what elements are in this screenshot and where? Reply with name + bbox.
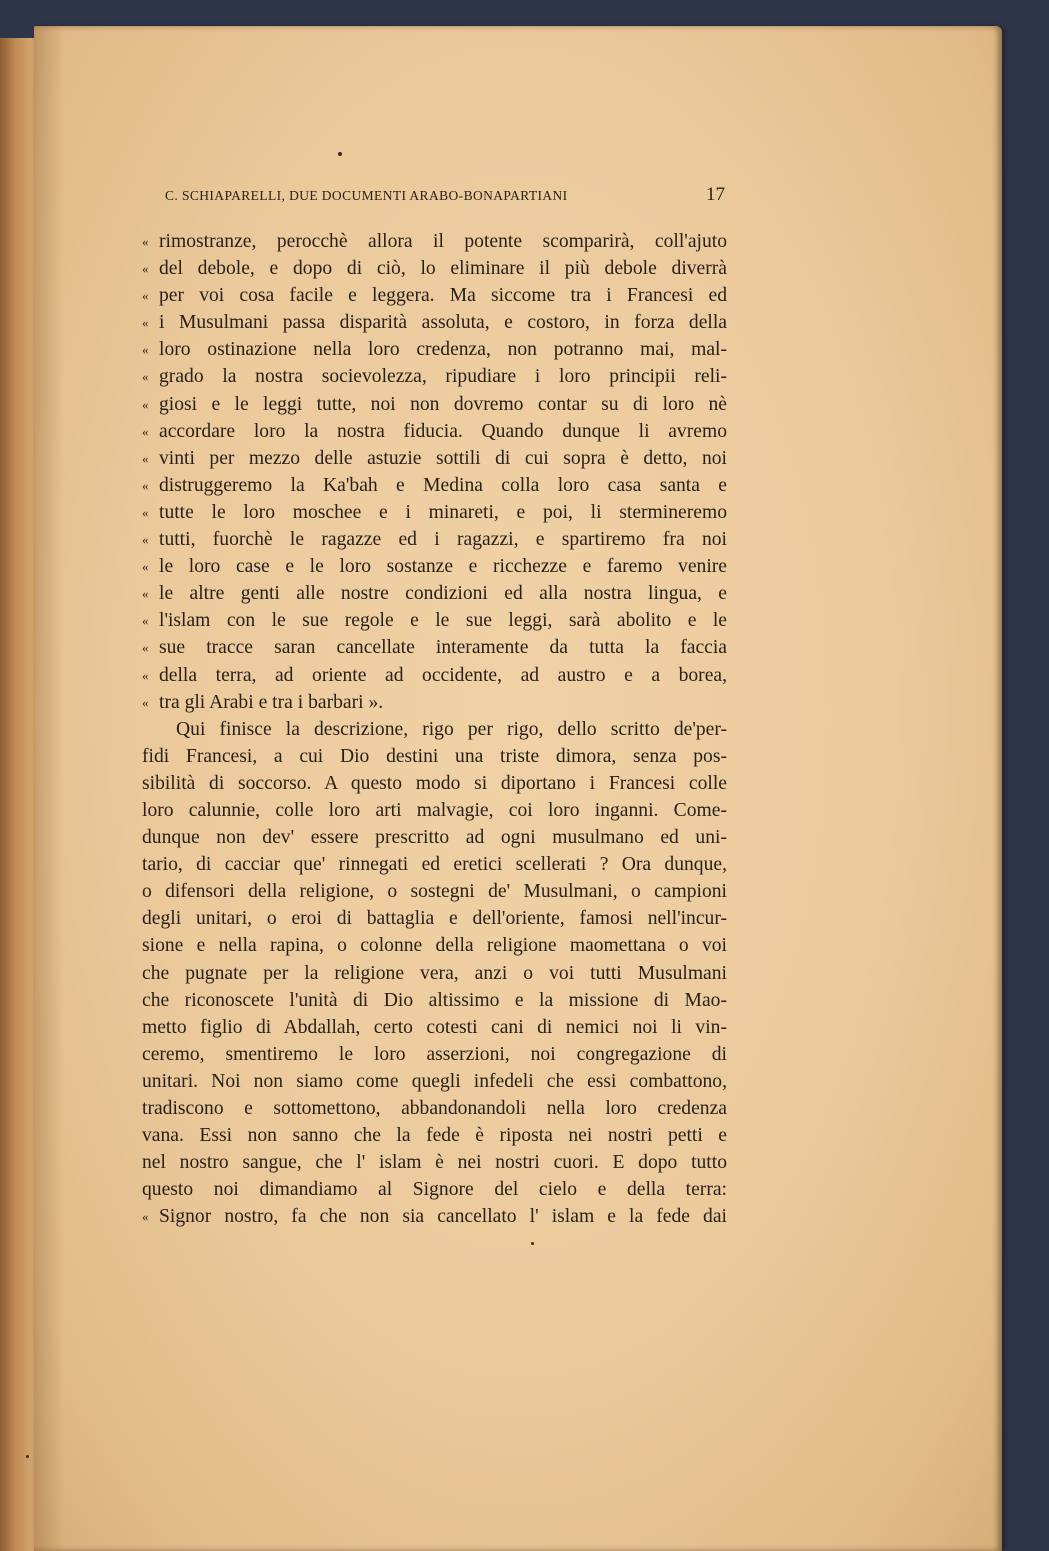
quote-mark: « [142, 315, 149, 331]
quote-mark: « [142, 694, 149, 710]
line-text: Qui finisce la descrizione, rigo per rigo, dello scritto de'per- [176, 718, 727, 740]
line-text: l'islam con le sue regole e le sue leggi, sarà abolito e le [159, 610, 727, 632]
quote-mark: « [142, 342, 149, 358]
text-line [142, 878, 727, 905]
quote-mark: « [142, 396, 149, 412]
quote-mark: « [142, 559, 149, 575]
line-text: sione e nella rapina, o colonne della religione maomettana o voi [142, 935, 727, 957]
text-line [142, 634, 727, 661]
text-line [142, 607, 727, 634]
text-line [142, 282, 727, 309]
text-line [142, 526, 727, 553]
quote-mark: « [142, 1209, 149, 1225]
text-line [142, 1203, 727, 1230]
text-line [142, 824, 727, 851]
line-text: degli unitari, o eroi di battaglia e dell'oriente, famosi nell'incur- [142, 908, 727, 930]
text-line [142, 391, 727, 418]
line-text: Signor nostro, fa che non sia cancellato l' islam e la fede dai [159, 1206, 727, 1228]
line-text: rimostranze, perocchè allora il potente scomparirà, coll'ajuto [159, 231, 727, 252]
line-text: questo noi dimandiamo al Signore del cielo e della terra: [142, 1179, 727, 1201]
text-line [142, 336, 727, 363]
line-text: tutte le loro moschee e i minareti, e poi, li stermineremo [159, 501, 727, 523]
line-text: nel nostro sangue, che l' islam è nei nostri cuori. E dopo tutto [142, 1152, 727, 1174]
line-text: tra gli Arabi e tra i barbari ». [159, 691, 384, 713]
line-text: loro calunnie, colle loro arti malvagie, coi loro inganni. Come- [142, 799, 727, 821]
text-line [142, 418, 727, 445]
body-text [142, 228, 727, 1230]
text-line [142, 851, 727, 878]
text-line [142, 797, 727, 824]
text-line [142, 309, 727, 336]
line-text: fidi Francesi, a cui Dio destini una triste dimora, senza pos- [142, 745, 727, 767]
quote-mark: « [142, 423, 149, 439]
line-text: grado la nostra socievolezza, ripudiare i loro principii reli- [159, 366, 727, 388]
text-line [142, 553, 727, 580]
text-line [142, 987, 727, 1014]
print-speck [531, 1242, 534, 1245]
text-line [142, 662, 727, 689]
line-text: che pugnate per la religione vera, anzi o voi tutti Musulmani [142, 962, 727, 984]
text-line [142, 689, 727, 716]
line-text: sue tracce saran cancellate interamente da tutta la faccia [159, 637, 727, 659]
text-line [142, 716, 727, 743]
quote-mark: « [142, 369, 149, 385]
line-text: unitari. Noi non siamo come quegli infedeli che essi combattono, [142, 1070, 727, 1092]
line-text: accordare loro la nostra fiducia. Quando dunque li avremo [159, 420, 727, 442]
line-text: le altre genti alle nostre condizioni ed alla nostra lingua, e [159, 583, 727, 605]
print-speck [338, 152, 342, 156]
line-text: distruggeremo la Ka'bah e Medina colla loro casa santa e [159, 474, 727, 496]
text-line [142, 905, 727, 932]
line-text: o difensori della religione, o sostegni de' Musulmani, o campioni [142, 881, 727, 903]
quote-mark: « [142, 234, 149, 249]
text-line [142, 499, 727, 526]
line-text: per voi cosa facile e leggera. Ma siccome tra i Francesi ed [159, 285, 727, 307]
line-text: loro ostinazione nella loro credenza, non potranno mai, mal- [159, 339, 727, 361]
text-line [142, 1014, 727, 1041]
line-text: le loro case e le loro sostanze e ricchezze e faremo venire [159, 556, 727, 578]
text-line [142, 1041, 727, 1068]
line-text: metto figlio di Abdallah, certo cotesti cani di nemici noi li vin- [142, 1016, 727, 1038]
quote-mark: « [142, 667, 149, 683]
line-text: i Musulmani passa disparità assoluta, e costoro, in forza della [159, 312, 727, 334]
text-line [142, 770, 727, 797]
line-text: vinti per mezzo delle astuzie sottili di cui sopra è detto, noi [159, 447, 727, 469]
text-line [142, 1068, 727, 1095]
quote-mark: « [142, 532, 149, 548]
text-line [142, 255, 727, 282]
quote-mark: « [142, 477, 149, 493]
text-line [142, 932, 727, 959]
line-text: ceremo, smentiremo le loro asserzioni, noi congregazione di [142, 1043, 727, 1065]
line-text: della terra, ad oriente ad occidente, ad austro e a borea, [159, 664, 727, 686]
quote-mark: « [142, 613, 149, 629]
quote-mark: « [142, 288, 149, 304]
quote-mark: « [142, 450, 149, 466]
line-text: tario, di cacciar que' rinnegati ed eretici scellerati ? Ora dunque, [142, 854, 727, 876]
line-text: che riconoscete l'unità di Dio altissimo e la missione di Mao- [142, 989, 727, 1011]
text-line [142, 1095, 727, 1122]
line-text: vana. Essi non sanno che la fede è riposta nei nostri petti e [142, 1125, 727, 1147]
line-text: dunque non dev' essere prescritto ad ogni musulmano ed uni- [142, 827, 727, 849]
page-gutter-shadow [34, 26, 64, 1551]
text-line [142, 363, 727, 390]
text-line [142, 1149, 727, 1176]
line-text: tradiscono e sottomettono, abbandonandoli nella loro credenza [142, 1098, 727, 1119]
print-speck [26, 1455, 29, 1458]
text-line [142, 1176, 727, 1203]
line-text: tutti, fuorchè le ragazze ed i ragazzi, e spartiremo fra noi [159, 529, 727, 551]
line-text: sibilità di soccorso. A questo modo si diportano i Francesi colle [142, 772, 727, 794]
text-line [142, 580, 727, 607]
text-line [142, 472, 727, 499]
page-number: 17 [706, 184, 725, 205]
text-line [142, 960, 727, 987]
text-line [142, 228, 727, 255]
line-text: giosi e le leggi tutte, noi non dovremo contar su di loro nè [159, 393, 727, 415]
text-line [142, 445, 727, 472]
running-title: C. SCHIAPARELLI, DUE DOCUMENTI ARABO-BONAPARTIANI [165, 188, 568, 203]
quote-mark: « [142, 586, 149, 602]
text-line [142, 743, 727, 770]
quote-mark: « [142, 504, 149, 520]
line-text: del debole, e dopo di ciò, lo eliminare il più debole diverrà [159, 258, 727, 280]
running-header [165, 184, 725, 212]
text-line [142, 1122, 727, 1149]
quote-mark: « [142, 261, 149, 277]
quote-mark: « [142, 640, 149, 656]
